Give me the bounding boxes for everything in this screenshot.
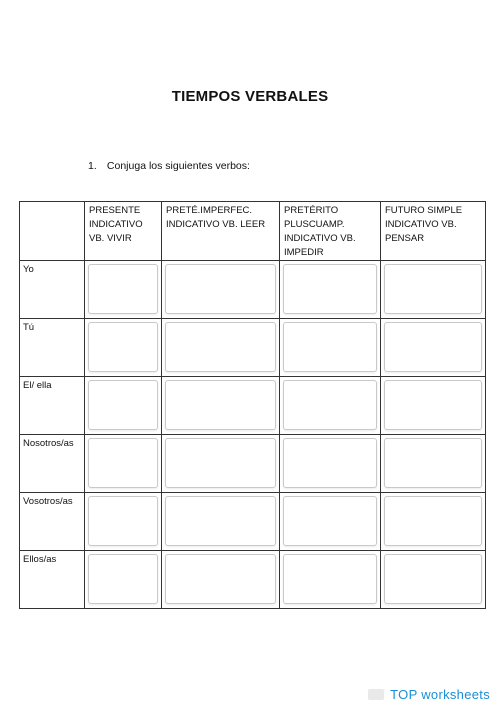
answer-input[interactable] — [283, 264, 377, 314]
row-label-vosotros: Vosotros/as — [20, 493, 85, 551]
row-nosotros — [20, 435, 486, 493]
answer-input[interactable] — [283, 438, 377, 488]
answer-cell — [85, 377, 162, 435]
logo-text-worksheets: worksheets — [417, 686, 490, 702]
answer-input[interactable] — [283, 380, 377, 430]
answer-input[interactable] — [165, 322, 276, 372]
answer-cell — [162, 261, 280, 319]
instruction-text: Conjuga los siguientes verbos: — [106, 160, 250, 172]
answer-input[interactable] — [384, 322, 482, 372]
answer-input[interactable] — [88, 322, 158, 372]
answer-input[interactable] — [88, 496, 158, 546]
answer-input[interactable] — [283, 322, 377, 372]
answer-cell — [85, 435, 162, 493]
answer-input[interactable] — [88, 554, 158, 604]
row-vosotros — [20, 493, 486, 551]
instruction — [88, 160, 250, 172]
answer-cell — [280, 435, 381, 493]
answer-input[interactable] — [165, 380, 276, 430]
topworksheets-logo[interactable] — [368, 686, 490, 702]
answer-cell — [162, 435, 280, 493]
answer-cell — [85, 551, 162, 609]
answer-cell — [381, 377, 486, 435]
logo-mark-icon — [368, 689, 384, 700]
row-ellos — [20, 551, 486, 609]
answer-cell — [162, 551, 280, 609]
row-el-ella — [20, 377, 486, 435]
answer-cell — [280, 551, 381, 609]
answer-input[interactable] — [165, 496, 276, 546]
answer-input[interactable] — [283, 554, 377, 604]
answer-cell — [381, 493, 486, 551]
answer-input[interactable] — [165, 554, 276, 604]
row-tu — [20, 319, 486, 377]
answer-input[interactable] — [165, 264, 276, 314]
header-presente: PRESENTE INDICATIVO VB. VIVIR — [85, 202, 162, 261]
answer-input[interactable] — [384, 496, 482, 546]
answer-input[interactable] — [384, 554, 482, 604]
answer-cell — [85, 319, 162, 377]
logo-text — [390, 687, 490, 702]
answer-input[interactable] — [283, 496, 377, 546]
answer-input[interactable] — [88, 264, 158, 314]
answer-cell — [280, 493, 381, 551]
answer-cell — [280, 377, 381, 435]
answer-cell — [85, 493, 162, 551]
row-label-tu: Tú — [20, 319, 85, 377]
answer-input[interactable] — [165, 438, 276, 488]
instruction-number: 1. — [88, 160, 97, 172]
answer-cell — [381, 261, 486, 319]
row-label-nosotros: Nosotros/as — [20, 435, 85, 493]
header-preterito-pluscuamperfecto: PRETÉRITO PLUSCUAMP. INDICATIVO VB. IMPEDIR — [280, 202, 381, 261]
answer-cell — [162, 493, 280, 551]
logo-text-top: TOP — [390, 686, 418, 702]
answer-cell — [85, 261, 162, 319]
worksheet-title: TIEMPOS VERBALES — [171, 88, 329, 105]
answer-input[interactable] — [384, 380, 482, 430]
answer-cell — [381, 551, 486, 609]
header-corner — [20, 202, 85, 261]
header-futuro-simple: FUTURO SIMPLE INDICATIVO VB. PENSAR — [381, 202, 486, 261]
answer-cell — [280, 319, 381, 377]
row-label-ellos: Ellos/as — [20, 551, 85, 609]
answer-cell — [162, 377, 280, 435]
header-row — [20, 202, 486, 261]
answer-input[interactable] — [384, 438, 482, 488]
answer-input[interactable] — [88, 380, 158, 430]
answer-cell — [162, 319, 280, 377]
answer-input[interactable] — [384, 264, 482, 314]
row-label-el-ella: El/ ella — [20, 377, 85, 435]
row-yo — [20, 261, 486, 319]
answer-cell — [381, 435, 486, 493]
row-label-yo: Yo — [20, 261, 85, 319]
answer-input[interactable] — [88, 438, 158, 488]
header-preterito-imperfecto: PRETÉ.IMPERFEC. INDICATIVO VB. LEER — [162, 202, 280, 261]
answer-cell — [381, 319, 486, 377]
answer-cell — [280, 261, 381, 319]
conjugation-table — [19, 201, 486, 609]
